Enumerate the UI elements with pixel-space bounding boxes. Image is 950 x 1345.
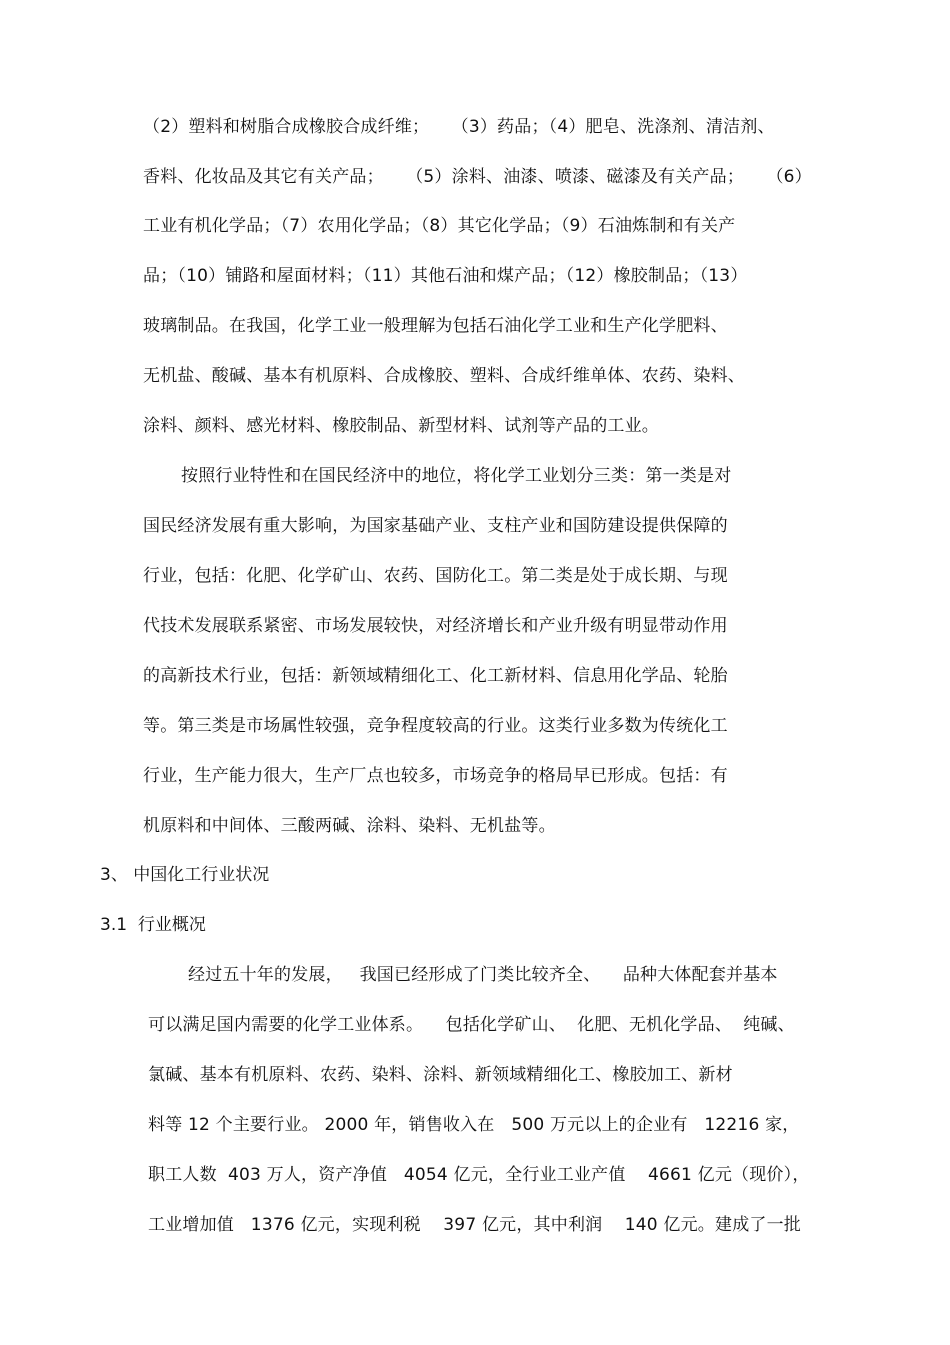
- text-line: 工业增加值 1376 亿元，实现利税 397 亿元，其中利润 140 亿元。建成了一批: [148, 1215, 802, 1235]
- text-line: 工业有机化学品；（7）农用化学品；（8）其它化学品；（9）石油炼制和有关产: [143, 216, 736, 236]
- text-line: 行业，生产能力很大，生产厂点也较多，市场竞争的格局早已形成。包括：有: [143, 766, 728, 786]
- text-line: 等。第三类是市场属性较强，竞争程度较高的行业。这类行业多数为传统化工: [143, 716, 728, 736]
- text-line: 可以满足国内需要的化学工业体系。 包括化学矿山、 化肥、无机化学品、 纯碱、: [148, 1015, 795, 1035]
- text-line: 香料、化妆品及其它有关产品； （5）涂料、油漆、喷漆、磁漆及有关产品； （6）: [143, 167, 812, 187]
- text-line: 品；（10）铺路和屋面材料；（11）其他石油和煤产品；（12）橡胶制品；（13）: [143, 266, 748, 286]
- text-line: 氯碱、基本有机原料、农药、染料、涂料、新领域精细化工、橡胶加工、新材: [148, 1065, 733, 1085]
- text-line: 料等 12 个主要行业。 2000 年，销售收入在 500 万元以上的企业有 12216 家，: [148, 1115, 800, 1135]
- text-line: 涂料、颜料、感光材料、橡胶制品、新型材料、试剂等产品的工业。: [143, 416, 659, 436]
- text-line: 代技术发展联系紧密、市场发展较快，对经济增长和产业升级有明显带动作用: [143, 616, 728, 636]
- text-line: 国民经济发展有重大影响，为国家基础产业、支柱产业和国防建设提供保障的: [143, 516, 728, 536]
- text-line: 经过五十年的发展， 我国已经形成了门类比较齐全、 品种大体配套并基本: [188, 965, 778, 985]
- section-heading: 3、 中国化工行业状况: [100, 865, 270, 885]
- text-line: （2）塑料和树脂合成橡胶合成纤维； （3）药品；（4）肥皂、洗涤剂、清洁剂、: [143, 117, 775, 137]
- subsection-heading: 3.1 行业概况: [100, 915, 206, 935]
- text-line: 按照行业特性和在国民经济中的地位，将化学工业划分三类：第一类是对: [181, 466, 732, 486]
- text-line: 职工人数 403 万人，资产净值 4054 亿元，全行业工业产值 4661 亿元（现价），: [148, 1165, 810, 1185]
- text-line: 的高新技术行业，包括：新领域精细化工、化工新材料、信息用化学品、轮胎: [143, 666, 728, 686]
- text-line: 玻璃制品。在我国，化学工业一般理解为包括石油化学工业和生产化学肥料、: [143, 316, 728, 336]
- text-line: 无机盐、酸碱、基本有机原料、合成橡胶、塑料、合成纤维单体、农药、染料、: [143, 366, 745, 386]
- text-line: 行业，包括：化肥、化学矿山、农药、国防化工。第二类是处于成长期、与现: [143, 566, 728, 586]
- text-line: 机原料和中间体、三酸两碱、涂料、染料、无机盐等。: [143, 816, 556, 836]
